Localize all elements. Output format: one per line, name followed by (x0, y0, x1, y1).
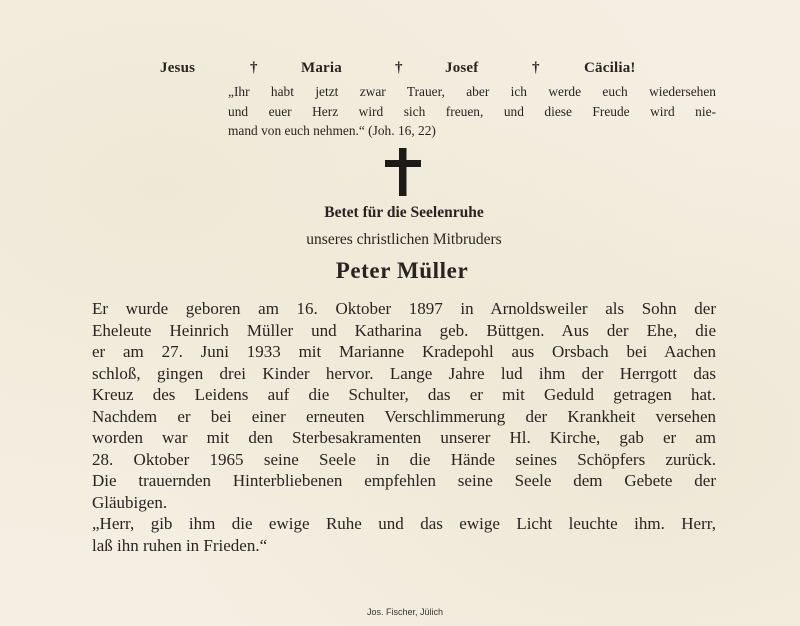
body-line: worden war mit den Sterbesakramenten unserer Hl. Kirche, gab er am (92, 428, 716, 447)
body-line: er am 27. Juni 1933 mit Marianne Kradepohl aus Orsbach bei Aachen (92, 342, 716, 361)
latin-cross-icon (385, 148, 421, 196)
obituary-text (92, 298, 716, 556)
printer-credit: Jos. Fischer, Jülich (366, 607, 444, 617)
quote-line: und euer Herz wird sich freuen, und diese Freude wird nie- (228, 103, 716, 119)
body-line: 28. Oktober 1965 seine Seele in die Hände seines Schöpfers zurück. (92, 449, 716, 469)
body-line: laß ihn ruhen in Frieden.“ (92, 535, 268, 555)
subtitle: unseres christlichen Mitbruders (306, 231, 502, 248)
dagger-symbol: † (395, 60, 403, 76)
invocation-maria: Maria (301, 60, 342, 76)
body-line: Eheleute Heinrich Müller und Katharina geb. Büttgen. Aus der Ehe, die (92, 320, 716, 340)
dagger-symbol: † (532, 60, 540, 76)
invocation-caecilia: Cäcilia! (584, 60, 636, 76)
invocation-josef: Josef (445, 60, 479, 76)
body-line: Nachdem er bei einer erneuten Verschlimmerung der Krankheit versehen (92, 406, 716, 426)
body-line: schloß, gingen drei Kinder hervor. Lange Jahre lud ihm der Herrgott das (92, 363, 716, 383)
body-line: „Herr, gib ihm die ewige Ruhe und das ewige Licht leuchte ihm. Herr, (92, 514, 716, 533)
quote-line: „Ihr habt jetzt zwar Trauer, aber ich werde euch wiedersehen (228, 84, 716, 99)
dagger-symbol: † (250, 60, 258, 76)
deceased-name: Peter Müller (335, 258, 469, 283)
body-line: Er wurde geboren am 16. Oktober 1897 in Arnoldsweiler als Sohn der (92, 299, 716, 318)
invocation-jesus: Jesus (160, 60, 196, 76)
scripture-quote (228, 82, 716, 141)
body-line: Gläubigen. (92, 492, 168, 512)
body-line: Kreuz des Leidens auf die Schulter, das er mit Geduld getragen hat. (92, 385, 716, 404)
quote-line: mand von euch nehmen.“ (Joh. 16, 22) (228, 123, 436, 138)
prayer-heading: Betet für die Seelenruhe (324, 204, 484, 221)
body-line: Die trauernden Hinterbliebenen empfehlen seine Seele dem Gebete der (92, 471, 716, 490)
